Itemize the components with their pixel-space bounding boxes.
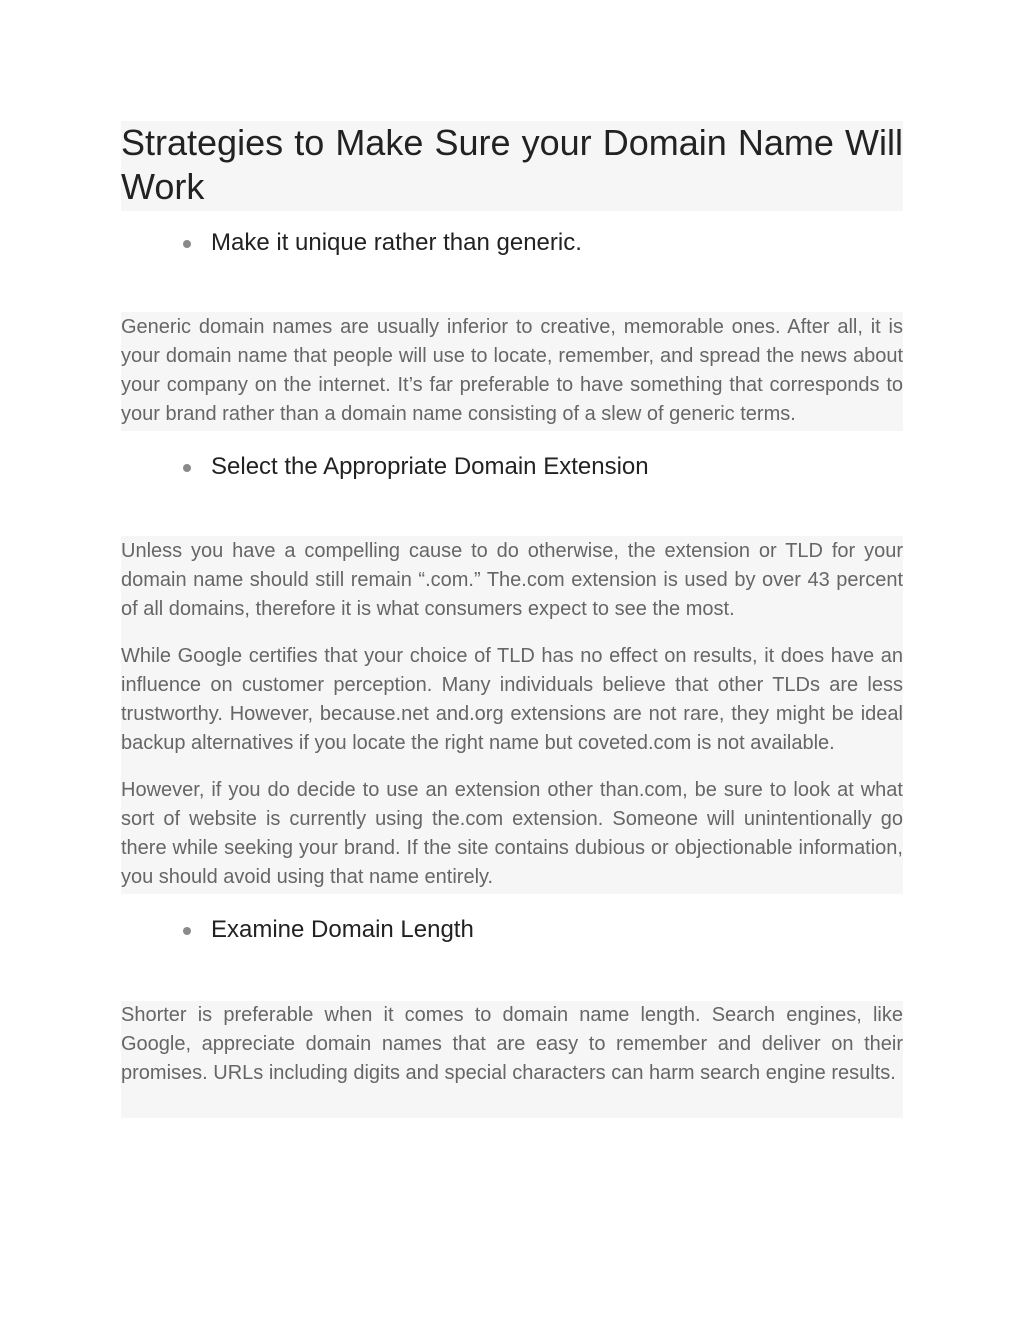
bullet-heading-text: Make it unique rather than generic. <box>211 229 582 256</box>
bullet-icon <box>183 927 191 935</box>
paragraph-block-extension <box>121 536 903 894</box>
paragraph-block-unique <box>121 312 903 431</box>
paragraph: Generic domain names are usually inferior to creative, memorable ones. After all, it is your domain name that people will use to locate, remember, and spread the news about your company on the internet. It’s far preferable to have something that corresponds to your brand rather than a domain name consisting of a slew of generic terms. <box>121 316 903 425</box>
bullet-heading-unique <box>121 228 903 258</box>
paragraph: While Google certifies that your choice of TLD has no effect on results, it does have an influence on customer perception. Many individuals believe that other TLDs are less trustworthy. However, because.net and.org extensions are not rare, they might be ideal backup alternatives if you locate the right name but coveted.com is not available. <box>121 645 903 754</box>
document-title: Strategies to Make Sure your Domain Name Will Work <box>121 122 903 207</box>
bullet-icon <box>183 240 191 248</box>
bullet-heading-length <box>121 915 903 945</box>
bullet-heading-text: Select the Appropriate Domain Extension <box>211 453 649 480</box>
paragraph: However, if you do decide to use an extension other than.com, be sure to look at what sort of website is currently using the.com extension. Someone will unintentionally go there while seeking your brand. If the site contains dubious or objectionable information, you should avoid using that name entirely. <box>121 779 903 888</box>
bullet-heading-extension <box>121 452 903 482</box>
title-block <box>121 121 903 211</box>
paragraph: Unless you have a compelling cause to do otherwise, the extension or TLD for your domain name should still remain “.com.” The.com extension is used by over 43 percent of all domains, therefore it is what consumers expect to see the most. <box>121 540 903 620</box>
bullet-heading-text: Examine Domain Length <box>211 916 474 943</box>
paragraph-block-length <box>121 1001 903 1118</box>
paragraph: Shorter is preferable when it comes to domain name length. Search engines, like Google, appreciate domain names that are easy to remember and deliver on their promises. URLs including digits and special characters can harm search engine results. <box>121 1004 903 1084</box>
bullet-icon <box>183 464 191 472</box>
document-page <box>121 121 903 1118</box>
